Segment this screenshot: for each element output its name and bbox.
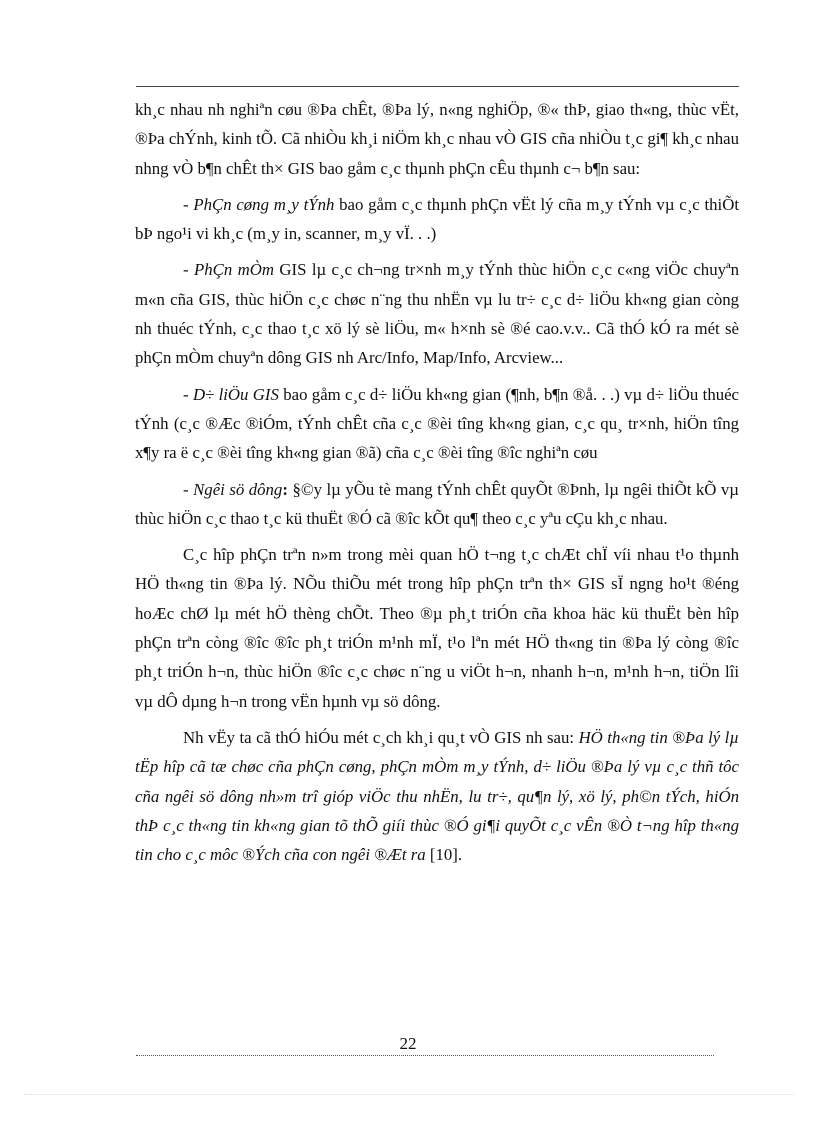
bullet-colon: :: [282, 479, 288, 499]
paragraph-components: [135, 540, 739, 716]
bullet-term: PhÇn cøng m¸y tÝnh: [193, 194, 335, 214]
bullet-dash: -: [183, 194, 194, 214]
paragraph-text: C¸c hîp phÇn trªn n»m trong mèi quan hÖ t¬ng t¸c chÆt chÏ víi nhau t¹o thµnh HÖ th«ng tin ®Þa lý. NÕu thiÕu mét trong hîp phÇn trªn th× GIS sÏ ngng ho¹t ®éng hoÆc chØ lµ mét hÖ thèng chÕt. Theo ®µ ph¸t triÓn cña khoa häc kü thuËt bèn hîp phÇn trªn còng ®îc ®îc ph¸t triÓn m¹nh mÏ, t¹o lªn mét HÖ th«ng tin ®Þa lý còng ®îc ph¸t triÓn h¬n, thùc hiÖn ®îc c¸c chøc n¨ng u viÖt h¬n, nhanh h¬n, m¹nh h¬n, tiÖn lîi vµ dÔ dµng h¬n trong vËn hµnh vµ sö dông.: [135, 545, 739, 711]
footer-rule: [136, 1055, 714, 1056]
bullet-dash: -: [183, 479, 194, 499]
header-rule: [136, 86, 739, 87]
definition-lead: Nh vËy ta cã thÓ hiÓu mét c¸ch kh¸i qu¸t vÒ GIS nh sau:: [183, 727, 579, 747]
bullet-data: [135, 380, 739, 468]
paragraph-continuation: [135, 95, 739, 183]
page-number: 22: [399, 1034, 417, 1053]
bullet-users: [135, 475, 739, 534]
page-edge-divider: [24, 1094, 794, 1095]
paragraph-definition: [135, 723, 739, 869]
body-text: [135, 95, 739, 876]
definition-text: HÖ th«ng tin ®Þa lý lµ tËp hîp cã tæ chøc cña phÇn cøng, phÇn mÒm m¸y tÝnh, d÷ liÖu ®Þa lý vµ c¸c thñ tôc cña ngêi sö dông nh»m trî gióp viÖc thu nhËn, lu tr÷, qu¶n lý, xö lý, ph©n tÝch, hiÓn thÞ c¸c th«ng tin kh«ng gian tõ thÕ giíi thùc ®Ó gi¶i quyÕt c¸c vÊn ®Ò t¬ng hîp th«ng tin cho c¸c môc ®Ých cña con ngêi ®Æt ra: [135, 727, 740, 865]
bullet-software: [135, 255, 739, 372]
bullet-term: D÷ liÖu GIS: [192, 384, 279, 404]
bullet-text: §©y lµ yÕu tè mang tÝnh chÊt quyÕt ®Þnh, lµ ngêi thiÕt kÕ vµ thùc hiÖn c¸c thao t¸c kü thuËt ®Ó cã ®îc kÕt qu¶ theo c¸c yªu cÇu kh¸c nhau.: [135, 479, 739, 528]
bullet-term: Ngêi sö dông: [193, 479, 283, 499]
bullet-text: bao gåm c¸c thµnh phÇn vËt lý cña m¸y tÝnh vµ c¸c thiÕt bÞ ngo¹i vi kh¸c (m¸y in, scanner, m¸y vÏ. . .): [135, 194, 739, 244]
bullet-text: GIS lµ c¸c ch¬ng tr×nh m¸y tÝnh thùc hiÖn c¸c c«ng viÖc chuyªn m«n cña GIS, thùc hiÖn c¸c chøc n¨ng thu nhËn vµ lu tr÷ c¸c d÷ liÖu kh«ng gian còng nh thuéc tÝnh, c¸c thao t¸c xö lý sè liÖu, m« h×nh sè ®é cao.v.v.. Cã thÓ kÓ ra mét sè phÇn mÒm chuyªn dông GIS nh Arc/Info, Map/Info, Arcview...: [135, 260, 740, 368]
bullet-text: bao gåm c¸c d÷ liÖu kh«ng gian (¶nh, b¶n ®å. . .) vµ d÷ liÖu thuéc tÝnh (c¸c ®Æc ®iÓm, tÝnh chÊt cña c¸c ®èi tîng kh«ng gian, c¸c qu¸ tr×nh, hiÖn tîng x¶y ra ë c¸c ®èi tîng kh«ng gian ®ã) cña c¸c ®èi tîng ®îc nghiªn cøu: [135, 384, 739, 463]
bullet-term: PhÇn mÒm: [194, 260, 274, 280]
bullet-hardware: [135, 190, 739, 249]
paragraph-text: kh¸c nhau nh nghiªn cøu ®Þa chÊt, ®Þa lý, n«ng nghiÖp, ®« thÞ, giao th«ng, thùc vËt, ®Þa chÝnh, kinh tÕ. Cã nhiÒu kh¸i niÖm kh¸c nhau vÒ GIS cña nhiÒu t¸c gi¶ kh¸c nhau nhng vÒ b¶n chÊt th× GIS bao gåm c¸c thµnh phÇn cÊu thµnh c¬ b¶n sau:: [135, 100, 739, 178]
bullet-dash: -: [183, 384, 193, 404]
citation: [10].: [425, 845, 463, 865]
bullet-dash: -: [183, 260, 194, 280]
